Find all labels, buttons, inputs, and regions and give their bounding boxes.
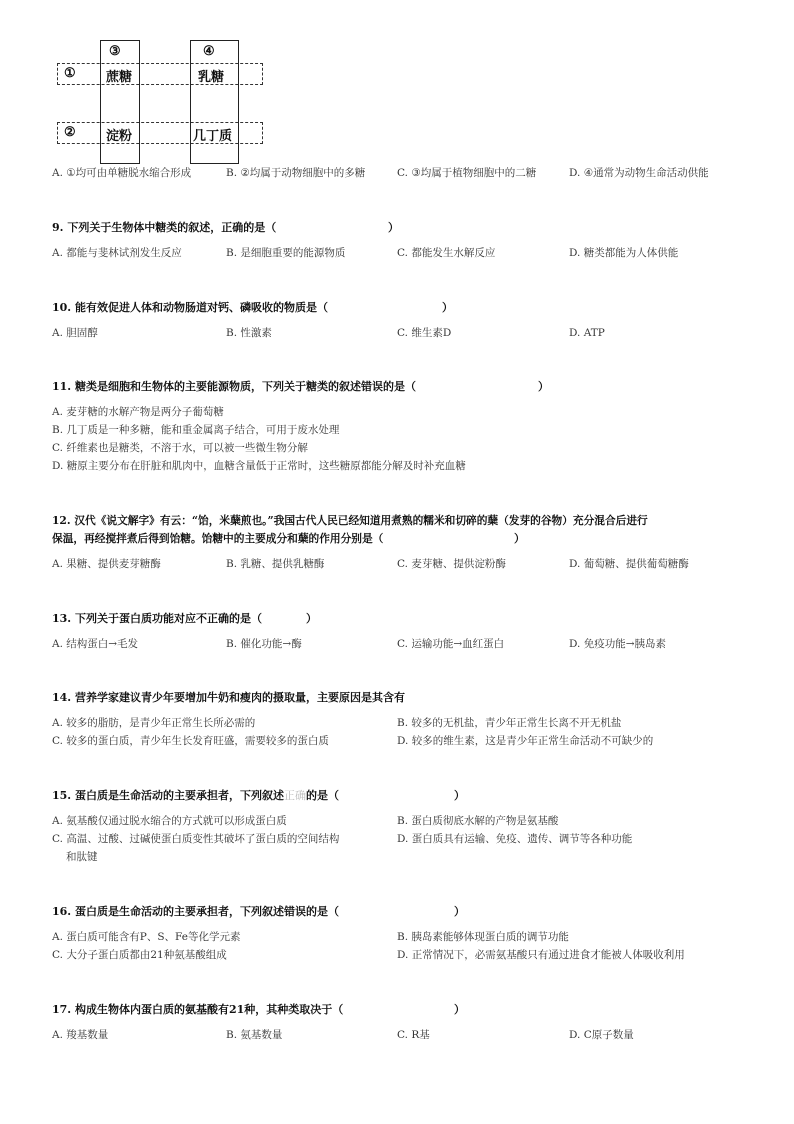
q10-option-b[interactable]: B. 性激素 [226, 327, 272, 339]
q15-watermark: 正确 [283, 789, 306, 802]
q8-option-c[interactable]: C. ③均属于植物细胞中的二糖 [397, 167, 537, 179]
q13-option-b[interactable]: B. 催化功能→酶 [226, 638, 302, 650]
q16-option-b[interactable]: B. 胰岛素能够体现蛋白质的调节功能 [397, 931, 569, 943]
label-4: ④ [203, 44, 215, 59]
q12-option-b[interactable]: B. 乳糖、提供乳糖酶 [226, 558, 325, 570]
q15-option-c[interactable]: C. 高温、过酸、过碱使蛋白质变性其破坏了蛋白质的空间结构 [52, 833, 340, 845]
q15-close-paren: ） [454, 789, 465, 802]
q10-close-paren: ） [442, 301, 453, 314]
q13-close-paren: ） [306, 612, 317, 625]
q13-option-c[interactable]: C. 运输功能→血红蛋白 [397, 638, 505, 650]
q15-option-b[interactable]: B. 蛋白质彻底水解的产物是氨基酸 [397, 815, 559, 827]
q14-stem: 14. 营养学家建议青少年要增加牛奶和瘦肉的摄取量，主要原因是其含有 [52, 691, 405, 704]
q17-stem: 17. 构成生物体内蛋白质的氨基酸有21种，其种类取决于（ [52, 1003, 344, 1016]
q9-option-b[interactable]: B. 是细胞重要的能源物质 [226, 247, 346, 259]
q9-stem: 9. 下列关于生物体中糖类的叙述，正确的是（ [52, 221, 277, 234]
q9-option-d[interactable]: D. 糖类都能为人体供能 [569, 247, 679, 259]
q8-option-d[interactable]: D. ④通常为动物生命活动供能 [569, 167, 709, 179]
q12-stem-line-1: 12. 汉代《说文解字》有云：“饴，米蘖煎也。”我国古代人民已经知道用煮熟的糯米和切碎的蘖（发芽的谷物）充分混合后进行 [52, 514, 648, 527]
q17-option-b[interactable]: B. 氨基数量 [226, 1029, 283, 1041]
cell-lactose: 乳糖 [198, 70, 225, 85]
q12-stem-line-2: 保温，再经搅拌煮后得到饴糖。饴糖中的主要成分和蘖的作用分别是（ [52, 532, 384, 545]
q13-option-a[interactable]: A. 结构蛋白→毛发 [52, 638, 139, 650]
q12-option-a[interactable]: A. 果糖、提供麦芽糖酶 [52, 558, 161, 570]
q11-option-a[interactable]: A. 麦芽糖的水解产物是两分子葡萄糖 [52, 406, 224, 418]
label-3: ③ [109, 44, 121, 59]
q15-stem-part-2: 的是（ [305, 789, 339, 802]
q11-option-c[interactable]: C. 纤维素也是糖类，不溶于水，可以被一些微生物分解 [52, 442, 308, 454]
q12-option-c[interactable]: C. 麦芽糖、提供淀粉酶 [397, 558, 506, 570]
q13-option-d[interactable]: D. 免疫功能→胰岛素 [569, 638, 667, 650]
q16-option-a[interactable]: A. 蛋白质可能含有P、S、Fe等化学元素 [52, 931, 241, 943]
cell-sucrose: 蔗糖 [106, 70, 133, 85]
q11-option-d[interactable]: D. 糖原主要分布在肝脏和肌肉中，血糖含量低于正常时，这些糖原都能分解及时补充血糖 [52, 460, 466, 472]
q16-close-paren: ） [454, 905, 465, 918]
q11-close-paren: ） [538, 380, 549, 393]
q15-stem [52, 789, 339, 803]
q17-option-a[interactable]: A. 羧基数量 [52, 1029, 109, 1041]
q17-option-d[interactable]: D. C原子数量 [569, 1029, 634, 1041]
q16-option-c[interactable]: C. 大分子蛋白质都由21种氨基酸组成 [52, 949, 227, 961]
q12-close-paren: ） [514, 532, 525, 545]
q12-option-d[interactable]: D. 葡萄糖、提供葡萄糖酶 [569, 558, 689, 570]
q8-option-a[interactable]: A. ①均可由单糖脱水缩合形成 [52, 167, 192, 179]
q16-stem: 16. 蛋白质是生命活动的主要承担者，下列叙述错误的是（ [52, 905, 339, 918]
label-2: ② [64, 125, 76, 140]
label-1: ① [64, 66, 76, 81]
q14-option-c[interactable]: C. 较多的蛋白质，青少年生长发育旺盛，需要较多的蛋白质 [52, 735, 329, 747]
q14-option-d[interactable]: D. 较多的维生素，这是青少年正常生命活动不可缺少的 [397, 735, 654, 747]
q9-option-a[interactable]: A. 都能与斐林试剂发生反应 [52, 247, 182, 259]
q10-option-c[interactable]: C. 维生素D [397, 327, 452, 339]
q15-option-d[interactable]: D. 蛋白质具有运输、免疫、遗传、调节等各种功能 [397, 833, 633, 845]
q14-option-a[interactable]: A. 较多的脂肪，是青少年正常生长所必需的 [52, 717, 256, 729]
q9-option-c[interactable]: C. 都能发生水解反应 [397, 247, 496, 259]
cell-starch: 淀粉 [106, 129, 133, 144]
q10-option-d[interactable]: D. ATP [569, 327, 605, 339]
q13-stem: 13. 下列关于蛋白质功能对应不正确的是（ [52, 612, 262, 625]
q8-option-b[interactable]: B. ②均属于动物细胞中的多糖 [226, 167, 366, 179]
q11-stem: 11. 糖类是细胞和生物体的主要能源物质，下列关于糖类的叙述错误的是（ [52, 380, 416, 393]
q15-stem-part-1: 15. 蛋白质是生命活动的主要承担者，下列叙述 [52, 789, 284, 802]
q17-close-paren: ） [454, 1003, 465, 1016]
q16-option-d[interactable]: D. 正常情况下，必需氨基酸只有通过进食才能被人体吸收利用 [397, 949, 685, 961]
q9-close-paren: ） [388, 221, 399, 234]
q11-option-b[interactable]: B. 几丁质是一种多糖，能和重金属离子结合，可用于废水处理 [52, 424, 340, 436]
cell-chitin: 几丁质 [193, 129, 233, 144]
q17-option-c[interactable]: C. R基 [397, 1029, 430, 1041]
q15-option-a[interactable]: A. 氨基酸仅通过脱水缩合的方式就可以形成蛋白质 [52, 815, 287, 827]
q14-option-b[interactable]: B. 较多的无机盐，青少年正常生长离不开无机盐 [397, 717, 622, 729]
q10-option-a[interactable]: A. 胆固醇 [52, 327, 98, 339]
q10-stem: 10. 能有效促进人体和动物肠道对钙、磷吸收的物质是（ [52, 301, 328, 314]
q15-option-c-continued: 和肽键 [66, 851, 98, 863]
